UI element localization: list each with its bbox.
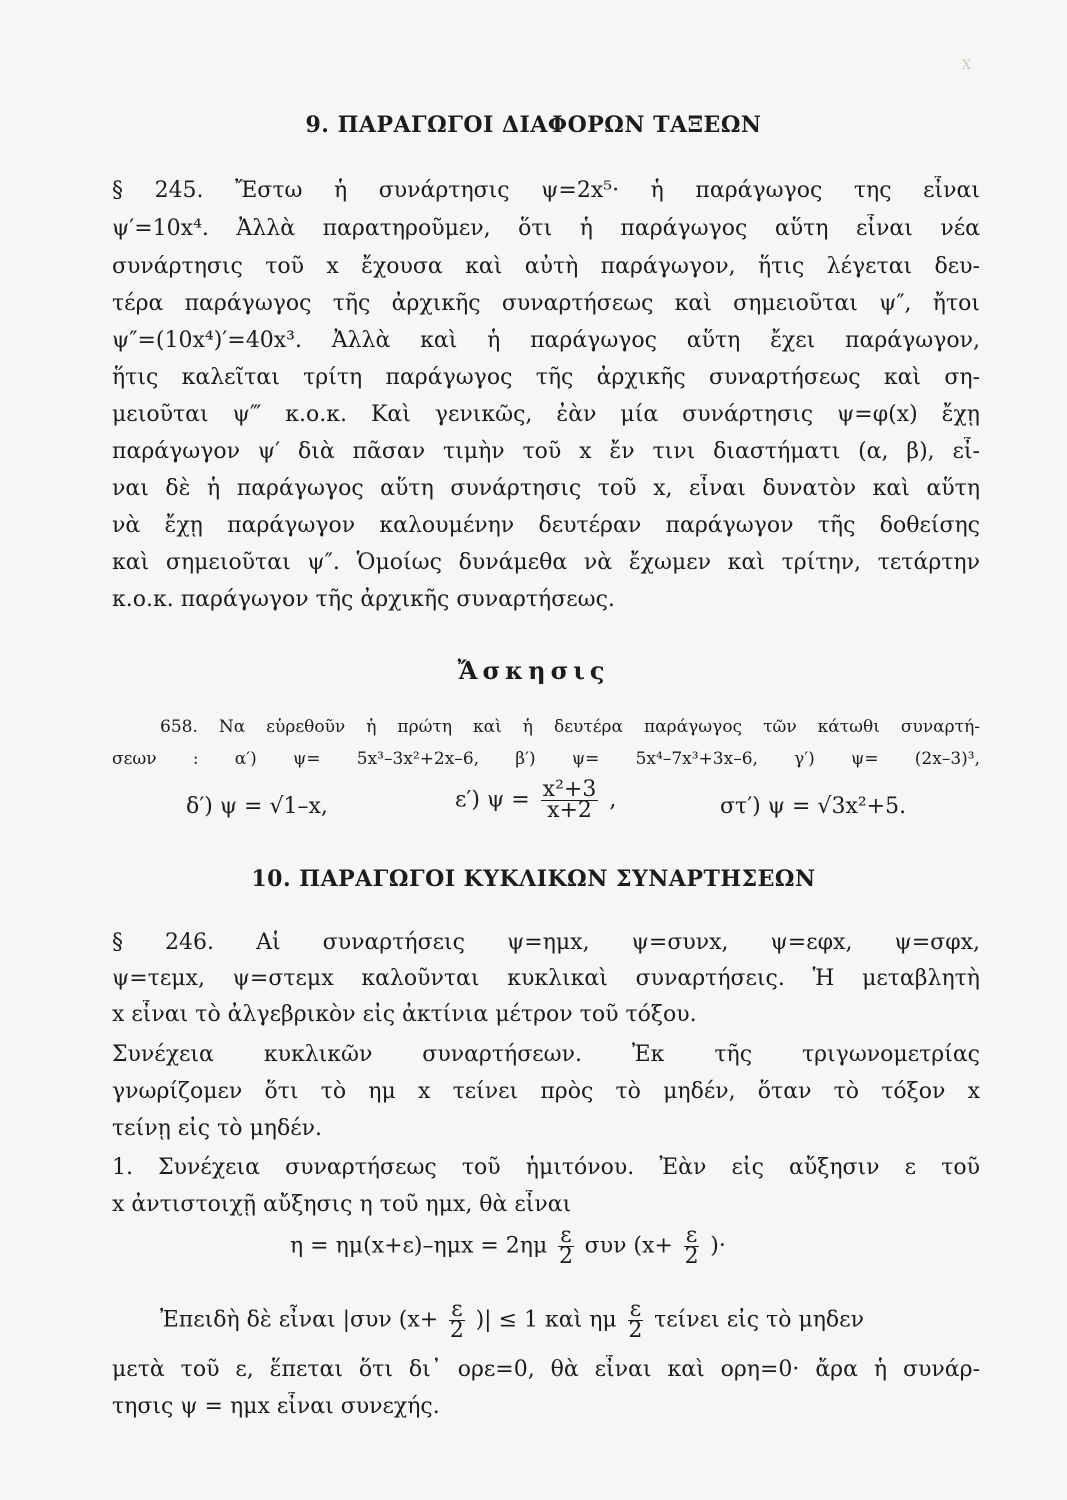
- exercise-e: [455, 777, 617, 823]
- text-line: γνωρίζομεν ὅτι τὸ ημ x τείνει πρὸς τὸ μηδέν, ὅταν τὸ τόξον x: [112, 1079, 980, 1104]
- fraction-eps-2: [684, 1223, 699, 1269]
- text-line: συνάρτησις τοῦ x ἔχουσα καὶ αὐτὴ παράγωγον, ἥτις λέγεται δευ-: [112, 254, 980, 279]
- fraction-numerator: ε: [560, 1223, 572, 1248]
- fraction-denominator: 2: [684, 1244, 699, 1269]
- exercise-line: σεων : α′) ψ= 5x³–3x²+2x–6, β′) ψ= 5x⁴–7x³+3x–6, γ′) ψ= (2x–3)³,: [112, 749, 980, 769]
- text-line: παράγωγον ψ′ διὰ πᾶσαν τιμὴν τοῦ x ἔν τινι διαστήματι (α, β), εἶ-: [112, 439, 980, 464]
- text-line: ψ=τεμx, ψ=στεμx καλοῦνται κυκλικαὶ συναρτήσεις. Ἡ μεταβλητὴ: [112, 966, 980, 991]
- bleed-through-mark: X: [961, 58, 971, 73]
- exercise-e-fraction: [541, 777, 599, 823]
- text-line: § 246. Αἱ συναρτήσεις ψ=ημx, ψ=συνx, ψ=εφx, ψ=σφx,: [112, 930, 980, 955]
- text-line: ναι δὲ ἡ παράγωγος αὕτη συνάρτησις τοῦ x, εἶναι δυνατὸν καὶ αὕτη: [112, 476, 980, 501]
- exercise-d: δ′) ψ = √1–x,: [186, 794, 328, 819]
- equation-part: συν (x+: [584, 1233, 673, 1259]
- text-line: τησις ψ = ημx εἶναι συνεχής.: [112, 1394, 440, 1419]
- fraction-eps-2: [558, 1223, 573, 1269]
- equation-eta: [290, 1223, 726, 1269]
- fraction-numerator: ε: [451, 1297, 463, 1322]
- exercise-e-label: ε′) ψ =: [455, 787, 530, 813]
- fraction-denominator: 2: [558, 1244, 573, 1269]
- text-part: )| ≤ 1 καὶ ημ: [475, 1307, 617, 1333]
- text-line: καὶ σημειοῦται ψ″. Ὁμοίως δυνάμεθα νὰ ἔχωμεν καὶ τρίτην, τετάρτην: [112, 550, 980, 575]
- text-line: μετὰ τοῦ ε, ἕπεται ὅτι δι᾽ ορε=0, θὰ εἶναι καὶ ορη=0· ἄρα ἡ συνάρ-: [112, 1357, 980, 1382]
- exercise-e-comma: ,: [609, 787, 617, 813]
- text-line: κ.ο.κ. παράγωγον τῆς ἀρχικῆς συναρτήσεως.: [112, 587, 615, 612]
- fraction-denominator: 2: [628, 1318, 643, 1343]
- fraction-denominator: x+2: [547, 798, 592, 823]
- equation-part: )·: [710, 1233, 726, 1259]
- text-line: τέρα παράγωγος τῆς ἀρχικῆς συναρτήσεως καὶ σημειοῦται ψ″, ἤτοι: [112, 291, 980, 316]
- text-line: Συνέχεια κυκλικῶν συναρτήσεων. Ἐκ τῆς τριγωνομετρίας: [112, 1042, 980, 1067]
- text-part: τείνει εἰς τὸ μηδεν: [654, 1307, 864, 1333]
- section-9-title: 9. ΠΑΡΑΓΩΓΟΙ ΔΙΑΦΟΡΩΝ ΤΑΞΕΩΝ: [305, 112, 762, 138]
- text-line: x εἶναι τὸ ἀλγεβρικὸν εἰς ἀκτίνια μέτρον τοῦ τόξου.: [112, 1002, 697, 1027]
- text-line: x ἀντιστοιχῇ αὔξησις η τοῦ ημx, θὰ εἶναι: [112, 1192, 572, 1217]
- exercise-f: στ′) ψ = √3x²+5.: [720, 794, 907, 819]
- inequality-line: [160, 1297, 980, 1343]
- fraction-numerator: x²+3: [542, 777, 597, 802]
- text-line: νὰ ἔχῃ παράγωγον καλουμένην δευτέραν παράγωγον τῆς δοθείσης: [112, 513, 980, 538]
- fraction-numerator: ε: [629, 1297, 642, 1322]
- text-line: μειοῦται ψ‴ κ.ο.κ. Καὶ γενικῶς, ἐὰν μία συνάρτησις ψ=φ(x) ἔχῃ: [112, 402, 980, 427]
- exercises-heading: Ἄσκησις: [457, 656, 610, 685]
- exercise-line: 658. Να εὑρεθοῦν ἡ πρώτη καὶ ἡ δευτέρα παράγωγος τῶν κάτωθι συναρτή-: [160, 717, 980, 737]
- equation-part: η = ημ(x+ε)–ημx = 2ημ: [290, 1233, 548, 1259]
- fraction-denominator: 2: [449, 1318, 464, 1343]
- section-10-title: 10. ΠΑΡΑΓΩΓΟΙ ΚΥΚΛΙΚΩΝ ΣΥΝΑΡΤΗΣΕΩΝ: [251, 866, 816, 892]
- text-line: ψ′=10x⁴. Ἀλλὰ παρατηροῦμεν, ὅτι ἡ παράγωγος αὕτη εἶναι νέα: [112, 216, 980, 241]
- text-line: τείνῃ εἰς τὸ μηδέν.: [112, 1116, 322, 1141]
- text-line: § 245. Ἔστω ἡ συνάρτησις ψ=2x⁵· ἡ παράγωγος της εἶναι: [112, 178, 980, 203]
- fraction-numerator: ε: [685, 1223, 698, 1248]
- text-part: Ἐπειδὴ δὲ εἶναι |συν (x+: [160, 1307, 439, 1333]
- fraction-eps-2: [628, 1297, 643, 1343]
- text-line: 1. Συνέχεια συναρτήσεως τοῦ ἡμιτόνου. Ἐὰν εἰς αὔξησιν ε τοῦ: [112, 1155, 980, 1180]
- text-line: ἥτις καλεῖται τρίτη παράγωγος τῆς ἀρχικῆς συναρτήσεως καὶ ση-: [112, 365, 980, 390]
- text-line: ψ″=(10x⁴)′=40x³. Ἀλλὰ καὶ ἡ παράγωγος αὕτη ἔχει παράγωγον,: [112, 328, 980, 353]
- fraction-eps-2: [449, 1297, 464, 1343]
